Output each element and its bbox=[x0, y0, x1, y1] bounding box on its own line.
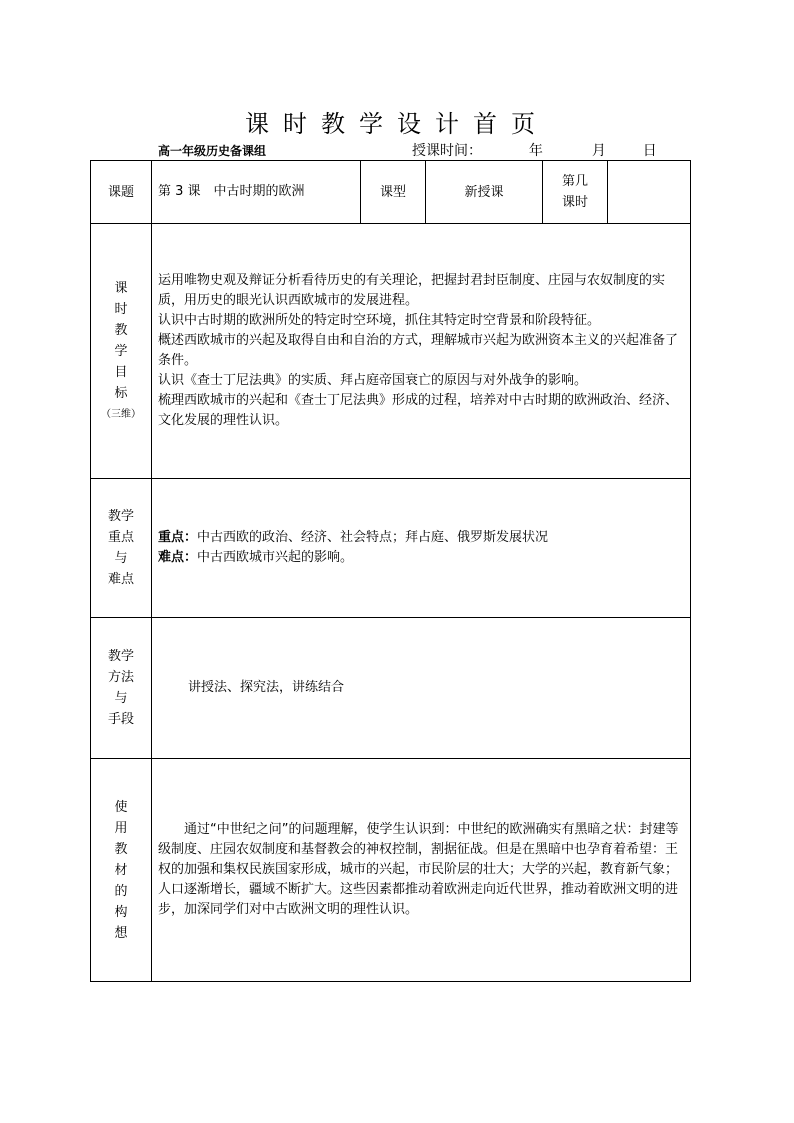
materials-label-char: 使 bbox=[114, 799, 128, 815]
difficult-point-label: 难点： bbox=[158, 550, 198, 565]
objectives-label-char: 课 bbox=[114, 280, 128, 296]
period-label-line1: 第几 bbox=[561, 174, 588, 189]
methods-text: 讲授法、探究法，讲练结合 bbox=[188, 680, 345, 695]
key-point-text: 中古西欧的政治、经济、社会特点；拜占庭、俄罗斯发展状况 bbox=[197, 530, 549, 545]
date-label: 授课时间： bbox=[412, 143, 482, 159]
topic-label: 课题 bbox=[91, 161, 152, 224]
topic-row bbox=[91, 161, 691, 224]
date-year: 年 bbox=[528, 143, 543, 159]
materials-label-char: 教 bbox=[114, 841, 128, 857]
materials-row bbox=[91, 759, 691, 982]
period-label bbox=[543, 161, 608, 224]
objectives-content bbox=[152, 224, 691, 479]
objectives-label-char: 标 bbox=[114, 385, 128, 401]
keypoints-row bbox=[91, 479, 691, 618]
materials-text: 通过“中世纪之问”的问题理解，使学生认识到：中世纪的欧洲确实有黑暗之状：封建等级制度、庄园农奴制度和基督教会的神权控制，割据征战。但是在黑暗中也孕育着希望：王权的加强和集权民族国家形成，城市的兴起，市民阶层的壮大；大学的兴起，教育新气象；人口逐渐增长，疆域不断扩大。这些因素都推动着欧洲走向近代世界，推动着欧洲文明的进步，加深同学们对中古欧洲文明的理性认识。 bbox=[158, 822, 679, 917]
lesson-plan-table bbox=[90, 160, 691, 982]
objectives-label-char: 学 bbox=[114, 343, 128, 359]
methods-label-line: 手段 bbox=[107, 712, 134, 727]
materials-label-char: 构 bbox=[114, 904, 128, 920]
keypoints-label-line: 与 bbox=[114, 551, 128, 566]
materials-label-char: 用 bbox=[114, 820, 128, 836]
objectives-row bbox=[91, 224, 691, 479]
methods-label-line: 教学 bbox=[107, 649, 134, 664]
materials-label-char: 材 bbox=[114, 862, 128, 878]
page-title: 课时教学设计首页 bbox=[245, 110, 549, 138]
date-day: 日 bbox=[642, 143, 657, 159]
objectives-label-note: （三维） bbox=[101, 408, 141, 420]
difficult-point bbox=[158, 548, 682, 568]
key-point-label: 重点： bbox=[158, 530, 198, 545]
date-month: 月 bbox=[591, 143, 606, 159]
methods-content bbox=[152, 618, 691, 759]
materials-label-char: 想 bbox=[114, 925, 128, 941]
objective-item: 认识《查士丁尼法典》的实质、拜占庭帝国衰亡的原因与对外战争的影响。 bbox=[158, 373, 588, 388]
methods-row bbox=[91, 618, 691, 759]
methods-label-line: 与 bbox=[114, 691, 128, 706]
objectives-label-char: 时 bbox=[114, 301, 128, 317]
keypoints-label-line: 教学 bbox=[107, 509, 134, 524]
objective-item: 认识中古时期的欧洲所处的特定时空环境，抓住其特定时空背景和阶段特征。 bbox=[158, 313, 601, 328]
materials-label-char: 的 bbox=[114, 883, 128, 899]
materials-content bbox=[152, 759, 691, 982]
methods-label bbox=[91, 618, 152, 759]
objectives-label bbox=[91, 224, 152, 479]
methods-label-line: 方法 bbox=[107, 670, 134, 685]
objective-item: 梳理西欧城市的兴起和《查士丁尼法典》形成的过程，培养对中古时期的欧洲政治、经济、文化发展的理性认识。 bbox=[158, 393, 679, 428]
key-point bbox=[158, 528, 682, 548]
objective-item: 概述西欧城市的兴起及取得自由和自治的方式，理解城市兴起为欧洲资本主义的兴起准备了条件。 bbox=[158, 333, 679, 368]
teaching-group: 高一年级历史备课组 bbox=[158, 144, 267, 158]
keypoints-content bbox=[152, 479, 691, 618]
objective-item: 运用唯物史观及辩证分析看待历史的有关理论，把握封君封臣制度、庄园与农奴制度的实质，用历史的眼光认识西欧城市的发展进程。 bbox=[158, 273, 666, 308]
keypoints-label-line: 重点 bbox=[107, 530, 134, 545]
type-label: 课型 bbox=[361, 161, 426, 224]
keypoints-label bbox=[91, 479, 152, 618]
objectives-label-char: 教 bbox=[114, 322, 128, 338]
materials-label bbox=[91, 759, 152, 982]
type-value: 新授课 bbox=[426, 161, 543, 224]
lesson-date bbox=[412, 140, 657, 160]
period-value bbox=[608, 161, 691, 224]
topic-value: 第 3 课 中古时期的欧洲 bbox=[152, 161, 361, 224]
keypoints-label-line: 难点 bbox=[107, 572, 134, 587]
difficult-point-text: 中古西欧城市兴起的影响。 bbox=[197, 550, 354, 565]
period-label-line2: 课时 bbox=[561, 195, 588, 210]
objectives-label-char: 目 bbox=[114, 364, 128, 380]
